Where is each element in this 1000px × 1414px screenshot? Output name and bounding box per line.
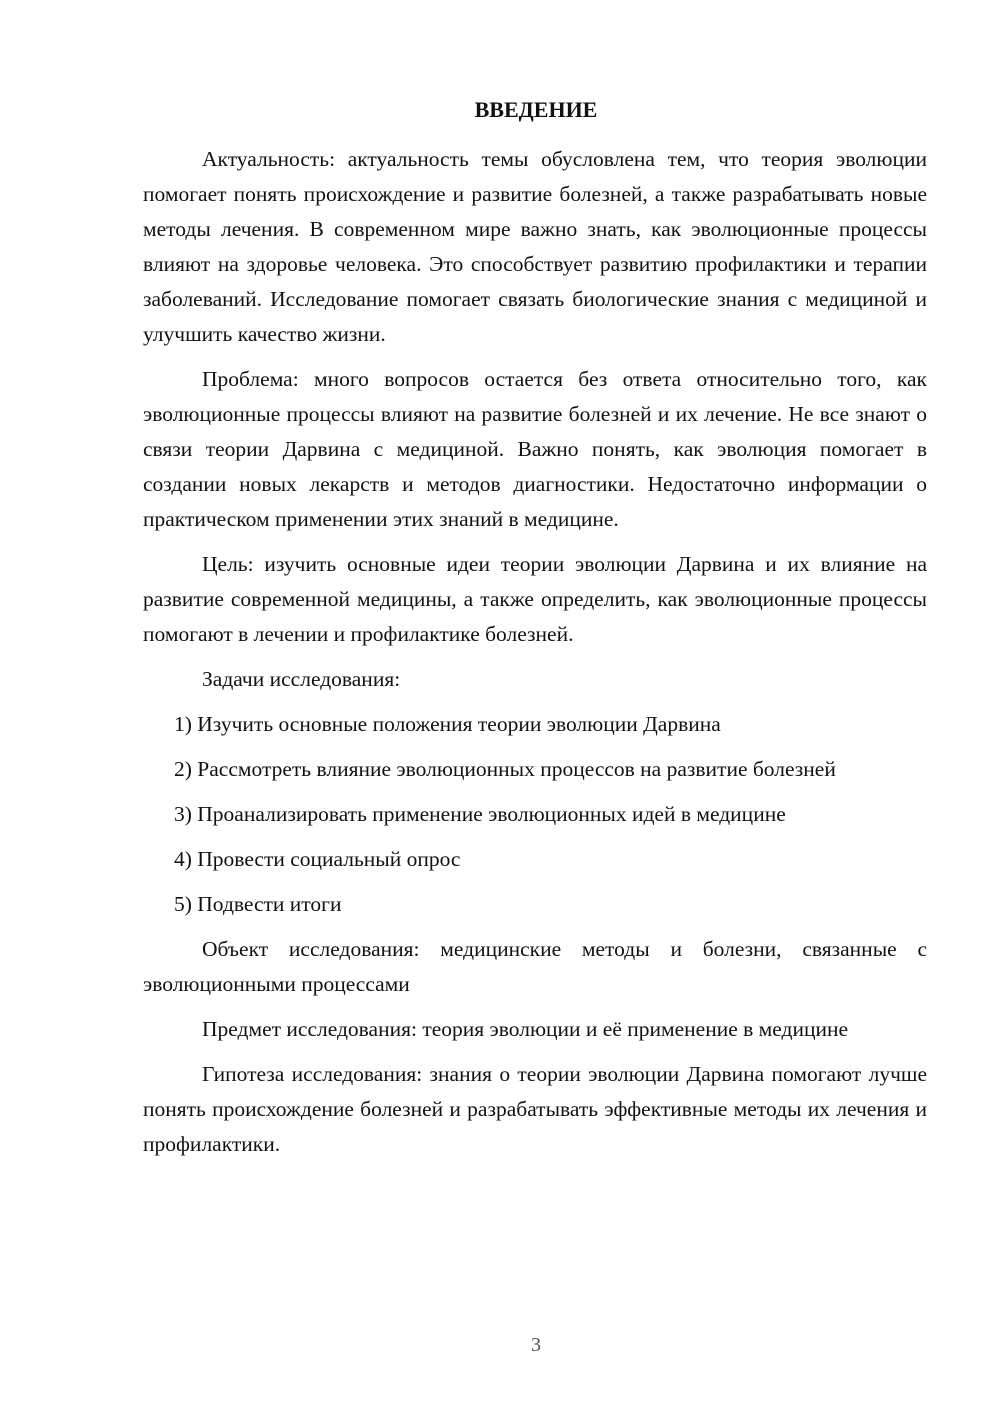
page-number: 3 bbox=[531, 1334, 541, 1356]
paragraph-problem: Проблема: много вопросов остается без ответа относительно того, как эволюционные процессы влияют на развитие болезней и их лечение. Не все знают о связи теории Дарвина с медициной. Важно понять, как эволюция помогает в создании новых лекарств и методов диагностики. Недостаточно информации о практическом применении этих знаний в медицине. bbox=[143, 367, 927, 531]
task-item-2: 2) Рассмотреть влияние эволюционных процессов на развитие болезней bbox=[174, 757, 836, 781]
task-item-5: 5) Подвести итоги bbox=[174, 892, 342, 916]
task-item-4: 4) Провести социальный опрос bbox=[174, 847, 461, 871]
task-item-1: 1) Изучить основные положения теории эволюции Дарвина bbox=[174, 712, 721, 736]
paragraph-goal: Цель: изучить основные идеи теории эволюции Дарвина и их влияние на развитие современной медицины, а также определить, как эволюционные процессы помогают в лечении и профилактике болезней. bbox=[143, 552, 927, 646]
paragraph-relevance: Актуальность: актуальность темы обусловлена тем, что теория эволюции помогает понять происхождение и развитие болезней, а также разрабатывать новые методы лечения. В современном мире важно знать, как эволюционные процессы влияют на здоровье человека. Это способствует развитию профилактики и терапии заболеваний. Исследование помогает связать биологические знания с медициной и улучшить качество жизни. bbox=[143, 147, 927, 346]
paragraph-object: Объект исследования: медицинские методы и болезни, связанные с эволюционными процессами bbox=[143, 937, 927, 996]
paragraph-hypothesis: Гипотеза исследования: знания о теории эволюции Дарвина помогают лучше понять происхождение болезней и разрабатывать эффективные методы их лечения и профилактики. bbox=[143, 1062, 927, 1156]
page-title: ВВЕДЕНИЕ bbox=[474, 97, 598, 122]
paragraph-tasks-heading: Задачи исследования: bbox=[202, 667, 401, 691]
task-item-3: 3) Проанализировать применение эволюционных идей в медицине bbox=[174, 802, 786, 826]
paragraph-subject: Предмет исследования: теория эволюции и её применение в медицине bbox=[202, 1017, 849, 1041]
document-body bbox=[143, 142, 927, 1172]
